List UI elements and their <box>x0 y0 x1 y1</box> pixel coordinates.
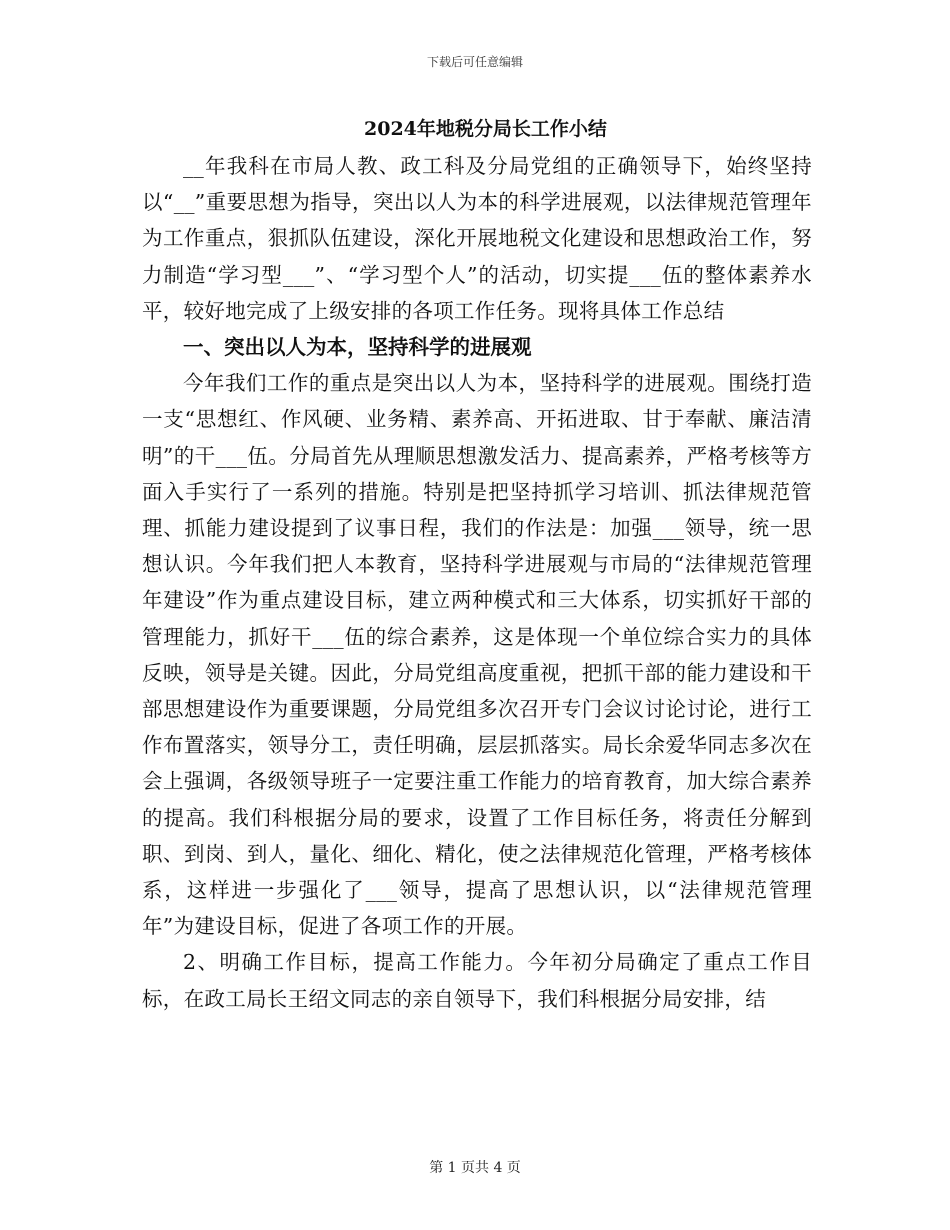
document-title: 2024年地税分局长工作小结 <box>364 118 607 140</box>
paragraph-intro: __年我科在市局人教、政工科及分局党组的正确领导下，始终坚持以“__”重要思想为指导，突出以人为本的科学进展观，以法律规范管理年为工作重点，狠抓队伍建设，深化开展地税文化建设和思想政治工作，努力制造“学习型___”、“学习型个人”的活动，切实提___伍的整体素养水平，较好地完成了上级安排的各项工作任务。现将具体工作总结 <box>142 154 812 323</box>
paragraph-item-2: 2、明确工作目标，提高工作能力。今年初分局确定了重点工作目标，在政工局长王绍文同志的亲自领导下，我们科根据分局安排，结 <box>142 950 812 1011</box>
section-heading-1: 一、突出以人为本，坚持科学的进展观 <box>183 335 532 360</box>
paragraph-section-1: 今年我们工作的重点是突出以人为本，坚持科学的进展观。围绕打造一支“思想红、作风硬、业务精、素养高、开拓进取、甘于奉献、廉洁清明”的干___伍。分局首先从理顺思想激发活力、提高素养，严格考核等方面入手实行了一系列的措施。特别是把坚持抓学习培训、抓法律规范管理、抓能力建设提到了议事日程，我们的作法是：加强___领导，统一思想认识。今年我们把人本教育，坚持科学进展观与市局的“法律规范管理年建设”作为重点建设目标，建立两种模式和三大体系，切实抓好干部的管理能力，抓好干___伍的综合素养，这是体现一个单位综合实力的具体反映，领导是关键。因此，分局党组高度重视，把抓干部的能力建设和干部思想建设作为重要课题，分局党组多次召开专门会议讨论讨论，进行工作布置落实，领导分工，责任明确，层层抓落实。局长余爱华同志多次在会上强调，各级领导班子一定要注重工作能力的培育教育，加大综合素养的提高。我们科根据分局的要求，设置了工作目标任务，将责任分解到职、到岗、到人，量化、细化、精化，使之法律规范化管理，严格考核体系，这样进一步强化了___领导，提高了思想认识，以“法律规范管理年”为建设目标，促进了各项工作的开展。 <box>142 371 812 939</box>
page-header-note: 下载后可任意编辑 <box>426 55 523 69</box>
page-number: 第 1 页共 4 页 <box>429 1160 521 1176</box>
document-body <box>142 110 812 1017</box>
